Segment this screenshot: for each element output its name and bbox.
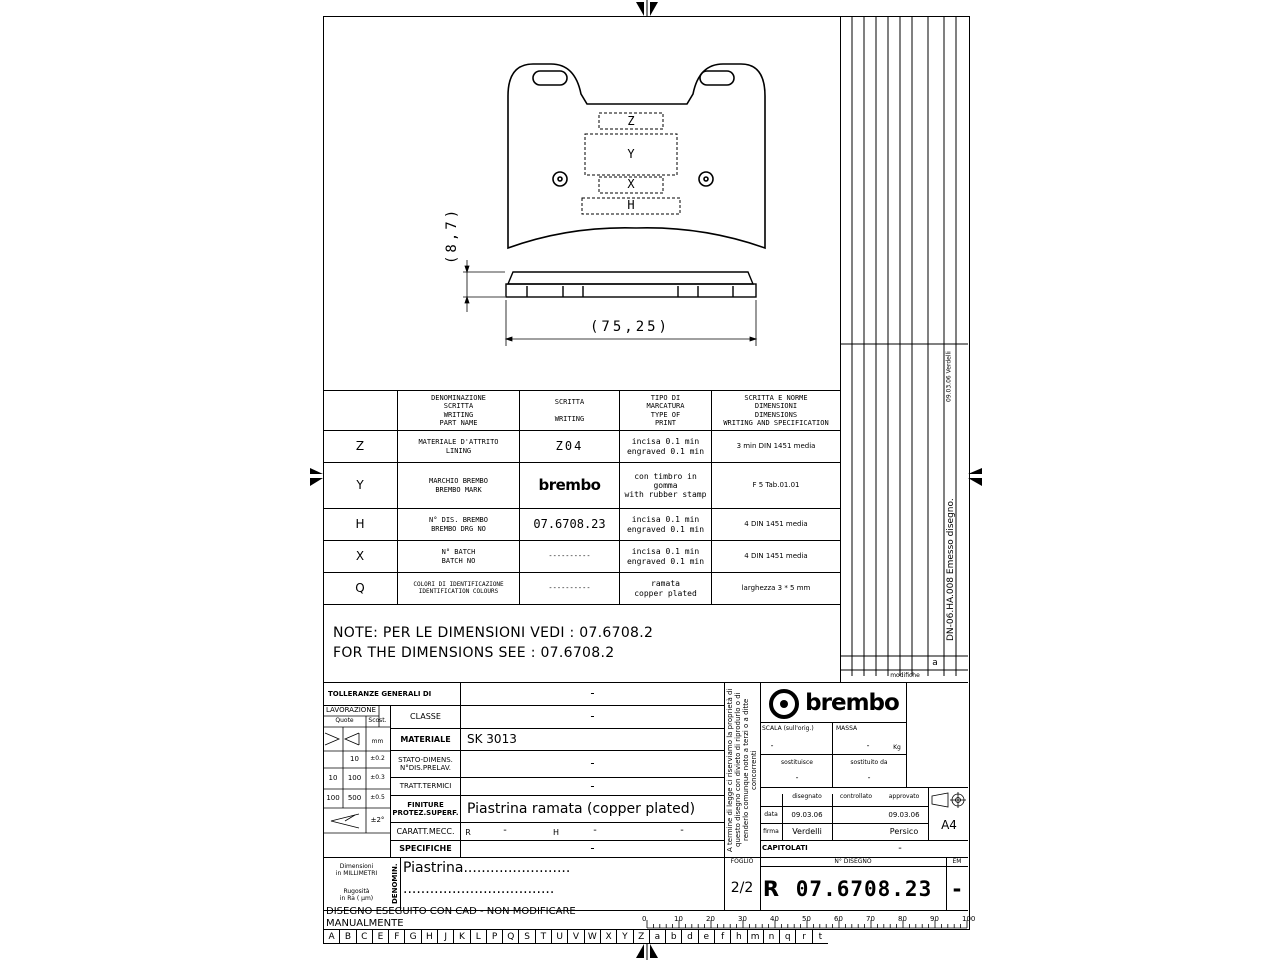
spec-row-print: con timbro in gomma with rubber stamp bbox=[624, 471, 707, 500]
angle-tol: ±2° bbox=[370, 816, 385, 825]
legal-notice: A termine di legge ci riserviamo la proprietà di questo disegno con divieto di riprodurlo o di renderlo comunque noto a terzi o a ditte concorrenti bbox=[725, 688, 759, 852]
caratt-r-value: - bbox=[501, 824, 509, 836]
scala-value: - bbox=[769, 741, 775, 751]
tol-a: 100 bbox=[326, 794, 340, 803]
sostituisce-label: sostituisce bbox=[781, 758, 813, 766]
spec-row-print: incisa 0.1 min engraved 0.1 min bbox=[626, 437, 705, 456]
disegnato-label: disegnato bbox=[792, 792, 822, 800]
dimension-height: (8,7) bbox=[443, 206, 460, 264]
sostituito-value: - bbox=[866, 773, 872, 783]
spec-row-print: ramata copper plated bbox=[634, 579, 697, 598]
scale-number: 0 bbox=[642, 915, 647, 923]
massa-value: - bbox=[865, 741, 871, 751]
spec-row-writing: ---------- bbox=[548, 552, 591, 561]
tol-b: 500 bbox=[347, 794, 362, 803]
spec-row-writing: ---------- bbox=[548, 584, 591, 593]
grid-letter: Z bbox=[633, 930, 649, 943]
em-label: EM bbox=[952, 857, 962, 865]
spec-row-print: incisa 0.1 min engraved 0.1 min bbox=[626, 515, 705, 534]
grid-letter: G bbox=[404, 930, 420, 943]
data-disegnato: 09.03.06 bbox=[791, 810, 823, 819]
spec-header-spec: SCRITTA E NORME DIMENSIONI DIMENSIONS WRITING AND SPECIFICATION bbox=[723, 394, 829, 427]
controllato-label: controllato bbox=[839, 792, 873, 800]
finiture-label: FINITURE PROTEZ.SUPERF. bbox=[392, 800, 459, 817]
brand-name: brembo bbox=[805, 689, 899, 716]
materiale-value: SK 3013 bbox=[467, 731, 517, 746]
spec-row-writing: brembo bbox=[538, 475, 601, 494]
spec-row-spec: F 5 Tab.01.01 bbox=[752, 481, 800, 490]
grid-letter: r bbox=[795, 930, 811, 943]
revision-text: DN-06.HA.008 Emesso disegno. bbox=[945, 498, 956, 642]
capitolati-value: - bbox=[896, 842, 904, 854]
revision-letter: a bbox=[932, 657, 938, 668]
spec-row-writing: Z04 bbox=[555, 438, 584, 453]
em-value: - bbox=[950, 876, 964, 901]
scale-number: 100 bbox=[962, 915, 976, 923]
grid-letter: P bbox=[486, 930, 502, 943]
modifiche-label: modifiche bbox=[890, 671, 920, 679]
denomin-line-2: .................................. bbox=[403, 880, 555, 897]
grid-letter: J bbox=[437, 930, 453, 943]
spec-row-code: Q bbox=[355, 580, 365, 595]
grid-letter: f bbox=[714, 930, 730, 943]
massa-label: MASSA bbox=[836, 724, 858, 732]
note-line-2: FOR THE DIMENSIONS SEE : 07.6708.2 bbox=[333, 645, 615, 661]
spec-row-name: N° BATCH BATCH NO bbox=[441, 548, 476, 565]
grid-letter: A bbox=[323, 930, 339, 943]
brembo-logo-icon bbox=[768, 688, 800, 720]
tolleranze-label: TOLLERANZE GENERALI DI bbox=[328, 689, 432, 698]
grid-letter: K bbox=[453, 930, 469, 943]
grid-letter: m bbox=[747, 930, 763, 943]
denomin-line-1: Piastrina........................ bbox=[403, 859, 571, 876]
spec-row-print: incisa 0.1 min engraved 0.1 min bbox=[626, 547, 705, 566]
grid-letter: L bbox=[470, 930, 486, 943]
tol-c: ±0.5 bbox=[370, 794, 385, 802]
scost-label: Scost. bbox=[368, 717, 387, 725]
firma-approvato: Persico bbox=[889, 827, 919, 837]
revision-date-author: 09.03.06 Verdelli bbox=[945, 351, 953, 403]
grid-letter: V bbox=[567, 930, 583, 943]
tratt-label: TRATT.TERMICI bbox=[399, 782, 452, 791]
specifiche-label: SPECIFICHE bbox=[399, 844, 452, 854]
grid-letter: h bbox=[730, 930, 746, 943]
quote-label: Quote bbox=[335, 717, 354, 725]
spec-row-code: H bbox=[355, 516, 365, 531]
materiale-label: MATERIALE bbox=[400, 734, 451, 744]
spec-row-name: MARCHIO BREMBO BREMBO MARK bbox=[428, 477, 488, 494]
classe-label: CLASSE bbox=[410, 712, 441, 722]
tol-a: 10 bbox=[328, 774, 338, 783]
label-y: Y bbox=[627, 146, 635, 161]
grid-letter: X bbox=[600, 930, 616, 943]
caratt-h: H bbox=[552, 827, 559, 837]
grid-letter: S bbox=[518, 930, 534, 943]
drawing-number: 07.6708.23 bbox=[795, 876, 933, 901]
scale-number: 70 bbox=[866, 915, 875, 923]
tol-a bbox=[323, 751, 343, 768]
grid-letter: B bbox=[339, 930, 355, 943]
grid-letter: Y bbox=[616, 930, 632, 943]
firma-disegnato: Verdelli bbox=[792, 827, 822, 837]
firma-label: firma bbox=[763, 827, 779, 835]
note-line-1: NOTE: PER LE DIMENSIONI VEDI : 07.6708.2 bbox=[333, 625, 654, 641]
tol-c: ±0.2 bbox=[370, 755, 385, 763]
grid-letter: F bbox=[388, 930, 404, 943]
capitolati-label: CAPITOLATI bbox=[762, 844, 808, 853]
grid-letter: W bbox=[584, 930, 600, 943]
drawing-number-prefix: R bbox=[762, 876, 780, 901]
foglio-label: FOGLIO bbox=[730, 857, 754, 865]
n-disegno-label: N° DISEGNO bbox=[834, 857, 872, 865]
projection-symbol-icon bbox=[930, 790, 966, 810]
scale-number: 40 bbox=[770, 915, 779, 923]
lavorazione-label: LAVORAZIONE bbox=[326, 706, 376, 715]
grid-letter: Q bbox=[502, 930, 518, 943]
caratt-extra-value: - bbox=[678, 824, 686, 836]
grid-letter: C bbox=[356, 930, 372, 943]
data-approvato: 09.03.06 bbox=[888, 810, 920, 819]
grid-letter: q bbox=[779, 930, 795, 943]
finiture-value: Piastrina ramata (copper plated) bbox=[467, 800, 696, 817]
sostituisce-value: - bbox=[794, 773, 800, 783]
label-z: Z bbox=[627, 114, 635, 129]
spec-row-spec: 3 min DIN 1451 media bbox=[736, 442, 816, 451]
spec-row-name: MATERIALE D'ATTRITO LINING bbox=[418, 438, 499, 455]
grid-letter: U bbox=[551, 930, 567, 943]
grid-letter: t bbox=[812, 930, 828, 943]
scale-number: 30 bbox=[738, 915, 747, 923]
denomin-label: DENOMIN. bbox=[390, 863, 399, 905]
scala-label: SCALA (sull'orig.) bbox=[762, 724, 814, 732]
spec-header-writing: SCRITTA WRITING bbox=[554, 398, 585, 423]
tol-c: ±0.3 bbox=[370, 774, 385, 782]
spec-header-name: DENOMINAZIONE SCRITTA WRITING PART NAME bbox=[431, 394, 486, 427]
spec-row-name: N° DIS. BREMBO BREMBO DRG NO bbox=[428, 516, 488, 533]
spec-row-spec: larghezza 3 * 5 mm bbox=[741, 584, 811, 593]
foglio-value: 2/2 bbox=[730, 879, 754, 896]
kg-label: Kg bbox=[893, 743, 901, 751]
grid-letter: d bbox=[681, 930, 697, 943]
scale-number: 20 bbox=[706, 915, 715, 923]
scale-number: 60 bbox=[834, 915, 843, 923]
classe-value: - bbox=[588, 709, 597, 724]
scale-number: 50 bbox=[802, 915, 811, 923]
caratt-h-value: - bbox=[591, 824, 599, 836]
data-label: data bbox=[764, 810, 778, 818]
tol-b: 10 bbox=[350, 755, 359, 764]
spec-row-spec: 4 DIN 1451 media bbox=[744, 552, 808, 561]
scale-number: 10 bbox=[674, 915, 683, 923]
label-h: H bbox=[627, 198, 635, 213]
spec-header-print: TIPO DI MARCATURA TYPE OF PRINT bbox=[646, 394, 685, 427]
approvato-label: approvato bbox=[888, 792, 920, 800]
sheet-format: A4 bbox=[941, 818, 957, 833]
mm-label: mm bbox=[371, 737, 384, 745]
grid-letter: e bbox=[698, 930, 714, 943]
spec-row-writing: 07.6708.23 bbox=[533, 516, 606, 531]
sostituito-label: sostituito da bbox=[850, 758, 888, 766]
specifiche-value: - bbox=[588, 841, 597, 856]
stato-value: - bbox=[588, 756, 597, 771]
spec-row-name: COLORI DI IDENTIFICAZIONE IDENTIFICATION COLOURS bbox=[413, 580, 504, 595]
grid-letter: a bbox=[649, 930, 665, 943]
spec-row-code: Y bbox=[356, 477, 364, 492]
spec-row-code: X bbox=[355, 548, 365, 563]
rugosita-label: Rugosità in Ra ( µm) bbox=[339, 888, 374, 902]
spec-row-spec: 4 DIN 1451 media bbox=[744, 520, 808, 529]
grid-letter: n bbox=[763, 930, 779, 943]
grid-letter: b bbox=[665, 930, 681, 943]
tratt-value: - bbox=[588, 778, 597, 793]
caratt-label: CARATT.MECC. bbox=[396, 826, 455, 836]
grid-letter: T bbox=[535, 930, 551, 943]
spec-row-code: Z bbox=[355, 438, 365, 453]
cad-notice: DISEGNO ESEGUITO CON CAD - NON MODIFICARE MANUALMENTE bbox=[326, 906, 576, 929]
stato-label: STATO-DIMENS. N°DIS.PRELAV. bbox=[398, 755, 453, 772]
scale-number: 90 bbox=[930, 915, 939, 923]
scale-number: 80 bbox=[898, 915, 907, 923]
grid-letter: E bbox=[372, 930, 388, 943]
tol-b: 100 bbox=[347, 774, 362, 783]
label-x: X bbox=[627, 177, 635, 192]
dimensioni-label: Dimensioni in MILLIMETRI bbox=[335, 862, 378, 877]
grid-letter: H bbox=[421, 930, 437, 943]
dimension-width: (75,25) bbox=[589, 318, 670, 335]
caratt-r: R bbox=[465, 827, 471, 837]
tolleranze-value: - bbox=[588, 686, 597, 701]
